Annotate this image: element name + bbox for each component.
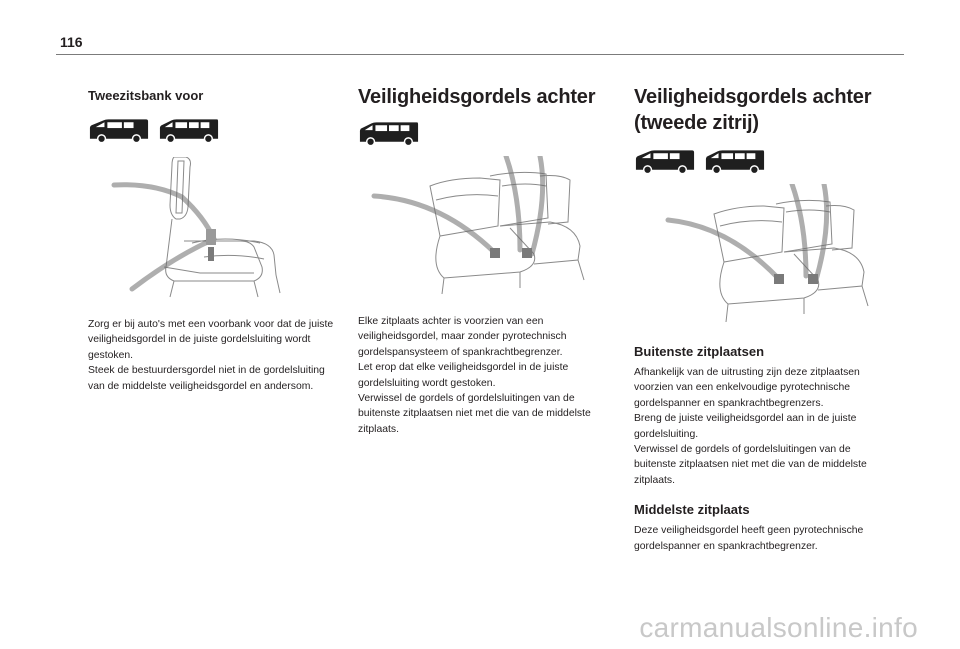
page-number: 116 [60, 34, 83, 50]
outer-seats-paragraph-2: Breng de juiste veiligheidsgordel aan in de juiste gordelsluiting. [634, 413, 857, 440]
front-bench-text [88, 317, 338, 394]
vehicle-icons [634, 148, 884, 174]
outer-seats-paragraph-3: Verwissel de gordels of gordelsluitingen van de buitenste zitplaatsen niet met die van de middelste zitplaats. [634, 444, 867, 486]
section-heading-front-bench: Tweezitsbank voor [88, 88, 204, 103]
middle-seat-paragraph-1: Deze veiligheidsgordel heeft geen pyrotechnische gordelspanner en spankrachtbegrenzer. [634, 525, 864, 552]
long-van-icon [358, 120, 420, 146]
header-rule [56, 54, 904, 55]
rear-belts-paragraph-2: Let erop dat elke veiligheidsgordel in de juiste gordelsluiting wordt gestoken. [358, 362, 569, 389]
front-bench-paragraph-1: Zorg er bij auto's met een voorbank voor dat de juiste veiligheidsgordel in de juiste gordelsluiting wordt gestoken. [88, 319, 334, 361]
rear-seats-seatbelt-illustration [370, 156, 600, 306]
column-rear-belts-second-row [634, 78, 884, 554]
short-van-icon [88, 117, 150, 143]
middle-seat-text [634, 523, 884, 554]
rear-belts-paragraph-1: Elke zitplaats achter is voorzien van een veiligheidsgordel, maar zonder pyrotechnisch gordelspansysteem of spankrachtbegrenzer. [358, 316, 567, 358]
watermark: carmanualsonline.info [639, 612, 918, 643]
section-heading-rear-belts: Veiligheidsgordels achter [358, 86, 596, 108]
heading-line-1: Veiligheidsgordels achter [634, 86, 872, 108]
column-front-bench [88, 78, 338, 394]
vehicle-icons [358, 120, 608, 146]
rear-belts-text [358, 314, 608, 437]
rear-belts-paragraph-3: Verwissel de gordels of gordelsluitingen van de buitenste zitplaatsen niet met die van de middelste zitplaats. [358, 393, 591, 435]
vehicle-icons [88, 117, 338, 143]
front-bench-seatbelt-illustration [104, 157, 304, 307]
long-van-icon [158, 117, 220, 143]
section-heading-second-row [634, 84, 884, 136]
outer-seats-paragraph-1: Afhankelijk van de uitrusting zijn deze zitplaatsen voorzien van een enkelvoudige pyrotechnische gordelspanner en spankrachtbegrenzers. [634, 367, 860, 409]
front-bench-paragraph-2: Steek de bestuurdersgordel niet in de gordelsluiting van de middelste veiligheidsgordel en andersom. [88, 365, 325, 392]
long-van-icon [704, 148, 766, 174]
short-van-icon [634, 148, 696, 174]
heading-line-2: (tweede zitrij) [634, 112, 759, 134]
subheading-outer-seats: Buitenste zitplaatsen [634, 344, 765, 359]
column-rear-belts [358, 78, 608, 437]
outer-seats-text [634, 365, 884, 488]
second-row-seatbelt-illustration [664, 184, 884, 330]
subheading-middle-seat: Middelste zitplaats [634, 502, 750, 518]
